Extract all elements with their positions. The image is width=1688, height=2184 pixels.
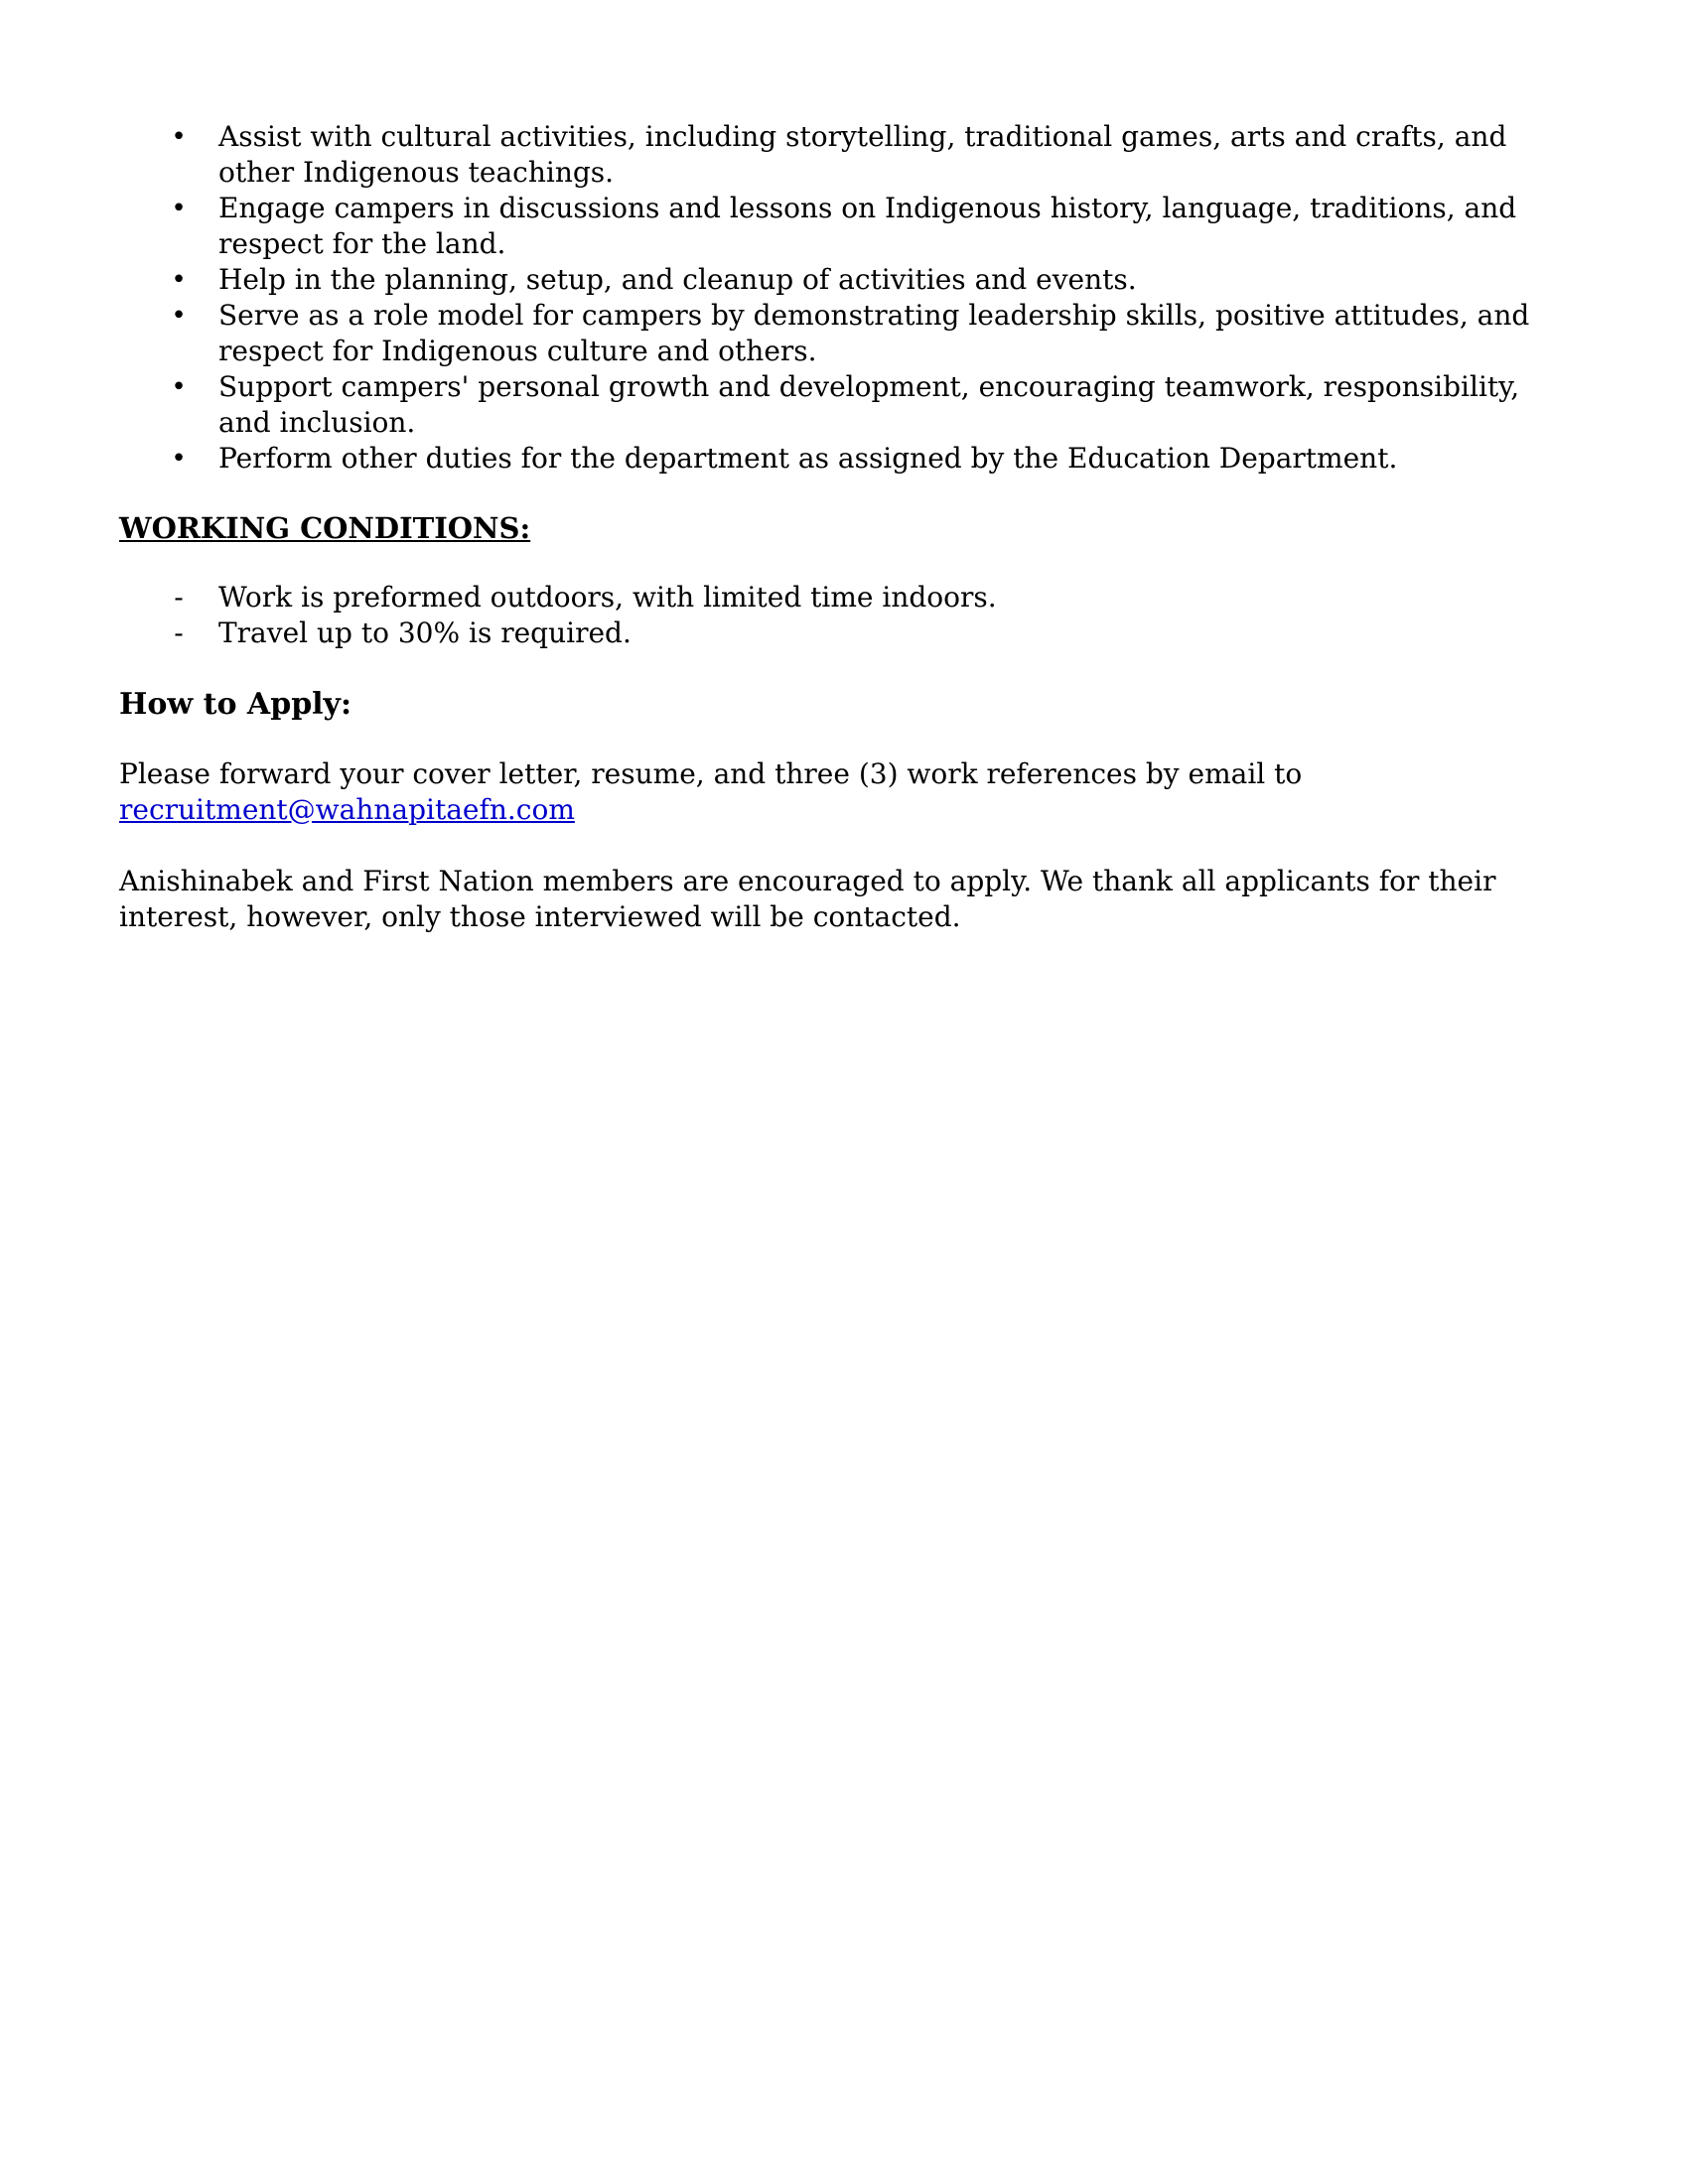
bullet-icon: • [171, 265, 187, 295]
duty-text: Support campers' personal growth and development, encouraging teamwork, responsibility, and inclusion. [218, 370, 1520, 439]
apply-instructions-text: Please forward your cover letter, resume, and three (3) work references by email to [119, 757, 1303, 790]
list-item [119, 580, 1569, 615]
bullet-icon: • [171, 301, 187, 331]
closing-paragraph: Anishinabek and First Nation members are encouraged to apply. We thank all applicants for their interest, however, only those interviewed will be contacted. [119, 865, 1496, 933]
duties-list [119, 119, 1569, 477]
list-item [119, 369, 1569, 441]
dash-marker: - [174, 581, 184, 614]
duty-text: Perform other duties for the department as assigned by the Education Department. [218, 442, 1398, 475]
working-conditions-heading: WORKING CONDITIONS: [119, 511, 531, 545]
list-item [119, 615, 1569, 651]
duty-text: Serve as a role model for campers by demonstrating leadership skills, positive attitudes, and respect for Indigenous culture and others. [218, 299, 1530, 367]
apply-instructions [119, 756, 1569, 828]
list-item [119, 191, 1569, 262]
dash-marker: - [174, 616, 184, 649]
duty-text: Assist with cultural activities, including storytelling, traditional games, arts and crafts, and other Indigenous teachings. [218, 120, 1507, 189]
bullet-icon: • [171, 372, 187, 402]
duty-text: Help in the planning, setup, and cleanup of activities and events. [218, 263, 1137, 296]
bullet-icon: • [171, 194, 187, 223]
list-item [119, 119, 1569, 191]
list-item [119, 298, 1569, 369]
recruitment-email-link[interactable]: recruitment@wahnapitaefn.com [119, 793, 575, 826]
duty-text: Engage campers in discussions and lessons on Indigenous history, language, traditions, and respect for the land. [218, 192, 1517, 260]
condition-text: Work is preformed outdoors, with limited time indoors. [218, 581, 997, 614]
document-page [119, 119, 1569, 971]
list-item [119, 441, 1569, 477]
condition-text: Travel up to 30% is required. [218, 616, 632, 649]
list-item [119, 262, 1569, 298]
working-conditions-list [119, 580, 1569, 651]
bullet-icon: • [171, 122, 187, 152]
how-to-apply-heading: How to Apply: [119, 687, 352, 722]
bullet-icon: • [171, 444, 187, 474]
